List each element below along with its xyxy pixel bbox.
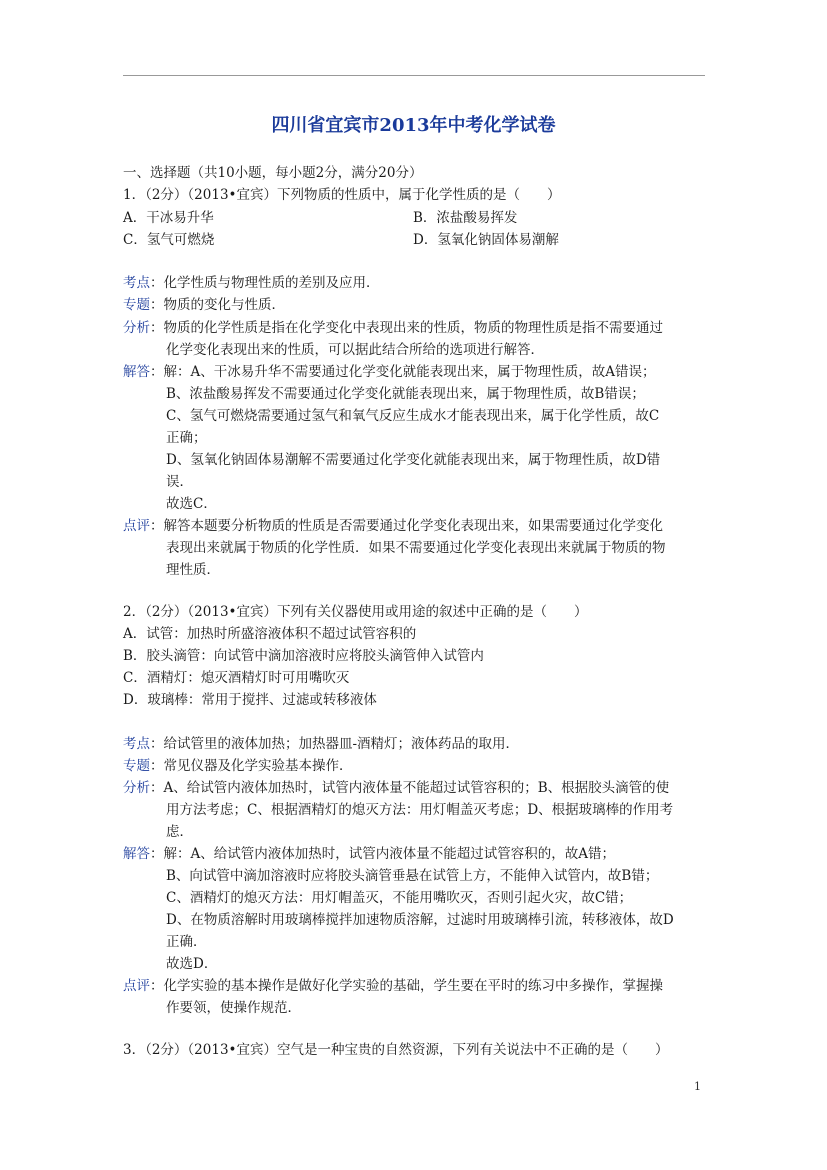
q2-jieda-2: B、向试管中滴加溶液时应将胶头滴管垂悬在试管上方，不能伸入试管内，故B错；: [166, 868, 659, 884]
q2-zhuanti: 专题：常见仪器及化学实验基本操作．: [123, 758, 353, 774]
header-rule: [123, 75, 705, 76]
q1-jieda-3: C、氢气可燃烧需要通过氢气和氧气反应生成水才能表现出来，属于化学性质，故C: [166, 408, 660, 424]
q2-jieda-5: 正确．: [166, 934, 207, 950]
q2-dianping: 点评：化学实验的基本操作是做好化学实验的基础，学生要在平时的练习中多操作，掌握操: [123, 978, 663, 994]
q2-fenxi: 分析：A、给试管内液体加热时，试管内液体量不能超过试管容积的；B、根据胶头滴管的使: [123, 780, 670, 796]
q2-stem: 2．（2分）（2013•宜宾）下列有关仪器使用或用途的叙述中正确的是（ ）: [123, 604, 588, 620]
q2-option-a: A．试管：加热时所盛溶液体积不超过试管容积的: [123, 626, 417, 642]
q2-option-b: B．胶头滴管：向试管中滴加溶液时应将胶头滴管伸入试管内: [123, 648, 484, 664]
q1-option-d: D．氢氧化钠固体易潮解: [413, 232, 559, 248]
q1-zhuanti: 专题：物质的变化与性质．: [123, 297, 285, 313]
q1-dianping-2: 表现出来就属于物质的化学性质．如果不需要通过化学变化表现出来就属于物质的物: [166, 540, 666, 556]
q2-kaodian: 考点：给试管里的液体加热；加热器皿-酒精灯；液体药品的取用．: [123, 736, 520, 752]
q1-fenxi: 分析：物质的化学性质是指在化学变化中表现出来的性质，物质的物理性质是指不需要通过: [123, 320, 663, 336]
q1-fenxi-cont: 化学变化表现出来的性质，可以据此结合所给的选项进行解答．: [166, 342, 544, 358]
q1-jieda-5: D、氢氧化钠固体易潮解不需要通过化学变化就能表现出来，属于物理性质，故D错: [166, 452, 661, 468]
q1-jieda-7: 故选C．: [166, 496, 217, 512]
q2-jieda-3: C、酒精灯的熄灭方法：用灯帽盖灭，不能用嘴吹灭，否则引起火灾，故C错；: [166, 890, 633, 906]
q2-jieda-4: D、在物质溶解时用玻璃棒搅拌加速物质溶解，过滤时用玻璃棒引流，转移液体，故D: [166, 912, 674, 928]
q1-jieda-4: 正确；: [166, 430, 207, 446]
q1-dianping: 点评：解答本题要分析物质的性质是否需要通过化学变化表现出来，如果需要通过化学变化: [123, 518, 663, 534]
q1-jieda: 解答：解：A、干冰易升华不需要通过化学变化就能表现出来，属于物理性质，故A错误；: [123, 364, 656, 380]
q2-fenxi-3: 虑．: [166, 824, 193, 840]
q1-option-c: C．氢气可燃烧: [123, 232, 215, 248]
q1-dianping-3: 理性质．: [166, 562, 220, 578]
q2-option-d: D．玻璃棒：常用于搅拌、过滤或转移液体: [123, 692, 377, 708]
page-title: 四川省宜宾市2013年中考化学试卷: [271, 115, 556, 136]
q2-dianping-2: 作要领，使操作规范．: [166, 1000, 301, 1016]
q2-option-c: C．酒精灯：熄灭酒精灯时可用嘴吹灭: [123, 670, 350, 686]
q1-stem: 1．（2分）（2013•宜宾）下列物质的性质中，属于化学性质的是（ ）: [123, 187, 561, 203]
q1-option-a: A．干冰易升华: [123, 210, 214, 226]
q2-fenxi-2: 用方法考虑；C、根据酒精灯的熄灭方法：用灯帽盖灭考虑；D、根据玻璃棒的作用考: [166, 802, 674, 818]
q2-jieda-6: 故选D．: [166, 956, 218, 972]
q1-kaodian: 考点：化学性质与物理性质的差别及应用．: [123, 275, 380, 291]
page-number: 1: [694, 1080, 701, 1093]
section-heading: 一、选择题（共10小题，每小题2分，满分20分）: [123, 165, 423, 181]
q1-jieda-6: 误．: [166, 474, 193, 490]
q3-stem: 3．（2分）（2013•宜宾）空气是一种宝贵的自然资源，下列有关说法中不正确的是（ ）: [123, 1042, 669, 1058]
q1-option-b: B．浓盐酸易挥发: [413, 210, 518, 226]
q1-jieda-2: B、浓盐酸易挥发不需要通过化学变化就能表现出来，属于物理性质，故B错误；: [166, 386, 645, 402]
q2-jieda: 解答：解：A、给试管内液体加热时，试管内液体量不能超过试管容积的，故A错；: [123, 846, 615, 862]
